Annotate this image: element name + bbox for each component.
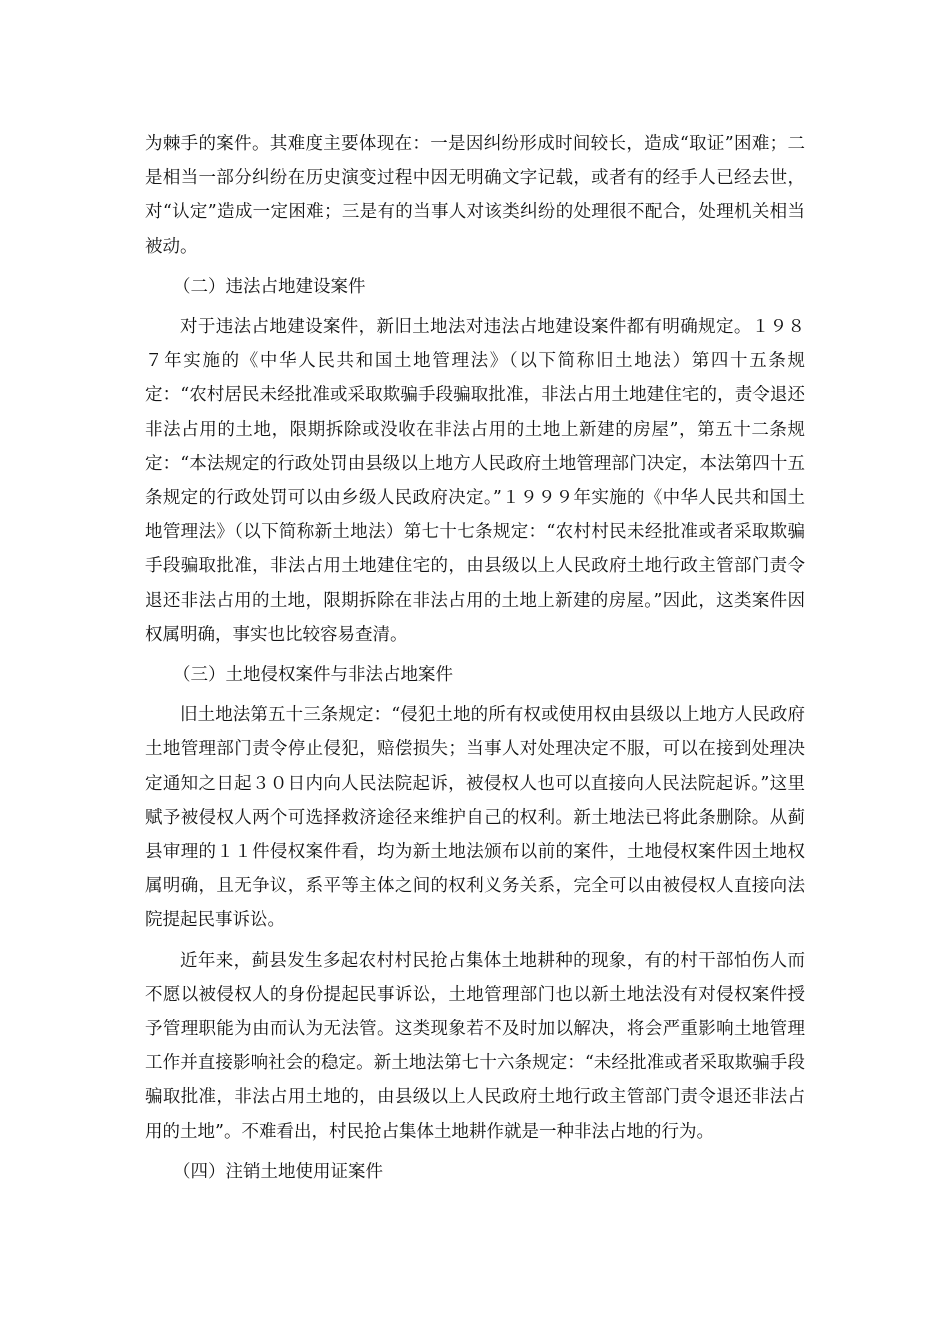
section-heading-3: （三）土地侵权案件与非法占地案件 (173, 665, 453, 686)
section-heading-2: （二）违法占地建设案件 (173, 276, 366, 297)
paragraph-recent-years: 近年来，蓟县发生多起农村村民抢占集体土地耕种的现象，有的村干部怕伤人而不愿以被侵权人的身份提起民事诉讼，土地管理部门也以新土地法没有对侵权案件授予管理职能为由而认为无法管。这类现象若不及时加以解决，将会严重影响土地管理工作并直接影响社会的稳定。新土地法第七十六条规定：“未经批准或者采取欺骗手段骗取批准，非法占用土地的，由县级以上人民政府土地行政主管部门责令退还非法占用的土地”。不难看出，村民抢占集体土地耕作就是一种非法占地的行为。 (145, 950, 805, 1142)
paragraph-illegal-construction: 对于违法占地建设案件，新旧土地法对违法占地建设案件都有明确规定。１９８７年实施的《中华人民共和国土地管理法》（以下简称旧土地法）第四十五条规定：“农村居民未经批准或采取欺骗手段骗取批准，非法占用土地建住宅的，责令退还非法占用的土地，限期拆除或没收在非法占用的土地上新建的房屋”，第五十二条规定：“本法规定的行政处罚由县级以上地方人民政府土地管理部门决定，本法第四十五条规定的行政处罚可以由乡级人民政府决定。”１９９９年实施的《中华人民共和国土地管理法》（以下简称新土地法）第七十七条规定：“农村村民未经批准或者采取欺骗手段骗取批准，非法占用土地建住宅的，由县级以上人民政府土地行政主管部门责令退还非法占用的土地，限期拆除在非法占用的土地上新建的房屋。”因此，这类案件因权属明确，事实也比较容易查清。 (145, 317, 805, 645)
paragraph-infringement: 旧土地法第五十三条规定：“侵犯土地的所有权或使用权由县级以上地方人民政府土地管理部门责令停止侵犯，赔偿损失；当事人对处理决定不服，可以在接到处理决定通知之日起３０日内向人民法院起诉，被侵权人也可以直接向人民法院起诉。”这里赋予被侵权人两个可选择救济途径来维护自己的权利。新土地法已将此条删除。从蓟县审理的１１件侵权案件看，均为新土地法颁布以前的案件，土地侵权案件因土地权属明确，且无争议，系平等主体之间的权利义务关系，完全可以由被侵权人直接向法院提起民事诉讼。 (145, 705, 805, 931)
document-page (145, 127, 805, 1189)
paragraph-continued: 为棘手的案件。其难度主要体现在：一是因纠纷形成时间较长，造成“取证”困难；二是相当一部分纠纷在历史演变过程中因无明确文字记载，或者有的经手人已经去世，对“认定”造成一定困难；三是有的当事人对该类纠纷的处理很不配合，处理机关相当被动。 (145, 134, 805, 257)
section-heading-4: （四）注销土地使用证案件 (173, 1161, 383, 1182)
